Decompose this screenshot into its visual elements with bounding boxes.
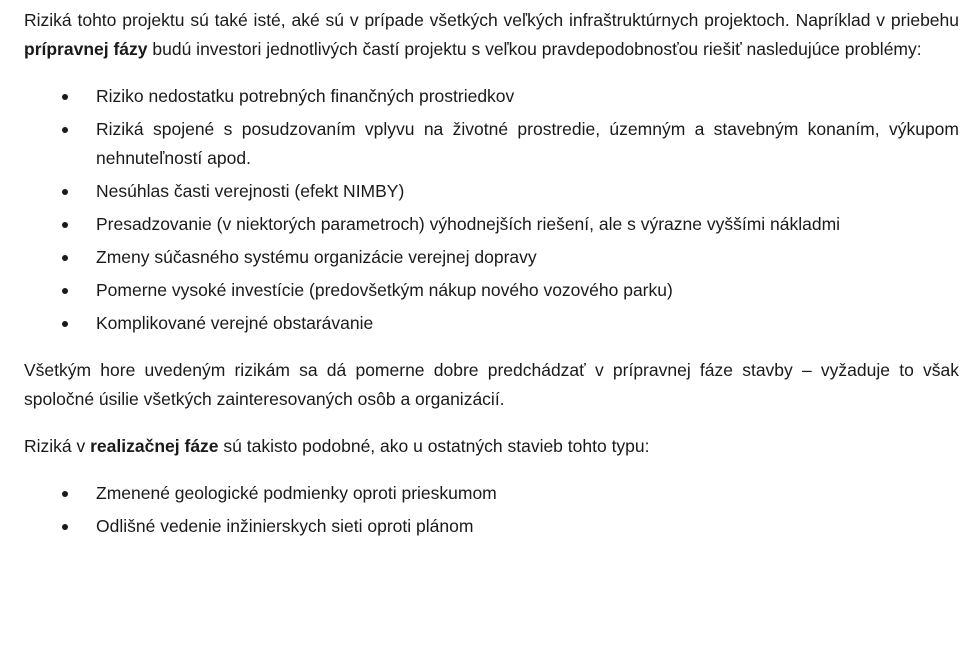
intro-bold-phrase: prípravnej fázy — [24, 39, 148, 59]
list-item-text: Nesúhlas časti verejnosti (efekt NIMBY) — [96, 181, 405, 201]
intro-text-part1: Riziká tohto projektu sú také isté, aké sú v prípade všetkých veľkých infraštruktúrnych projektoch. Napríklad v priebehu — [24, 10, 959, 30]
realization-risks-list — [24, 479, 959, 541]
list-item — [24, 177, 959, 206]
list-item — [24, 210, 959, 239]
realization-paragraph — [24, 432, 959, 461]
bullet-icon — [62, 127, 68, 133]
list-item-text: Presadzovanie (v niektorých parametroch) výhodnejších riešení, ale s výrazne vyššími nákladmi — [96, 214, 841, 234]
preparation-risks-list — [24, 82, 959, 338]
list-item — [24, 309, 959, 338]
list-item-text: Riziko nedostatku potrebných finančných prostriedkov — [96, 86, 515, 106]
mitigation-paragraph: Všetkým hore uvedeným rizikám sa dá pomerne dobre predchádzať v prípravnej fáze stavby – vyžaduje to však spoločné úsilie všetkých zainteresovaných osôb a organizácií. — [24, 360, 959, 409]
list-item-text: Komplikované verejné obstarávanie — [96, 313, 374, 333]
bullet-icon — [62, 321, 68, 327]
list-item-text: Pomerne vysoké investície (predovšetkým nákup nového vozového parku) — [96, 280, 673, 300]
list-item-text: Zmenené geologické podmienky oproti prieskumom — [96, 483, 497, 503]
realization-text-part1: Riziká v — [24, 436, 91, 456]
list-item — [24, 512, 959, 541]
bullet-icon — [62, 524, 68, 530]
bullet-icon — [62, 94, 68, 100]
list-item — [24, 479, 959, 508]
list-item — [24, 82, 959, 111]
bullet-icon — [62, 255, 68, 261]
bullet-icon — [62, 288, 68, 294]
realization-bold-phrase: realizačnej fáze — [90, 436, 219, 456]
list-item — [24, 243, 959, 272]
list-item-text: Riziká spojené s posudzovaním vplyvu na životné prostredie, územným a stavebným konaním, výkupom nehnuteľností apod. — [96, 119, 959, 168]
realization-text-part2: sú takisto podobné, ako u ostatných stavieb tohto typu: — [218, 436, 650, 456]
document-page — [24, 6, 959, 559]
list-item — [24, 276, 959, 305]
bullet-icon — [62, 189, 68, 195]
bullet-icon — [62, 222, 68, 228]
list-item-text: Zmeny súčasného systému organizácie verejnej dopravy — [96, 247, 537, 267]
list-item — [24, 115, 959, 173]
bullet-icon — [62, 491, 68, 497]
intro-paragraph — [24, 6, 959, 64]
intro-text-part2: budú investori jednotlivých častí projektu s veľkou pravdepodobnosťou riešiť nasledujúce problémy: — [147, 39, 922, 59]
list-item-text: Odlišné vedenie inžinierskych sieti oproti plánom — [96, 516, 474, 536]
